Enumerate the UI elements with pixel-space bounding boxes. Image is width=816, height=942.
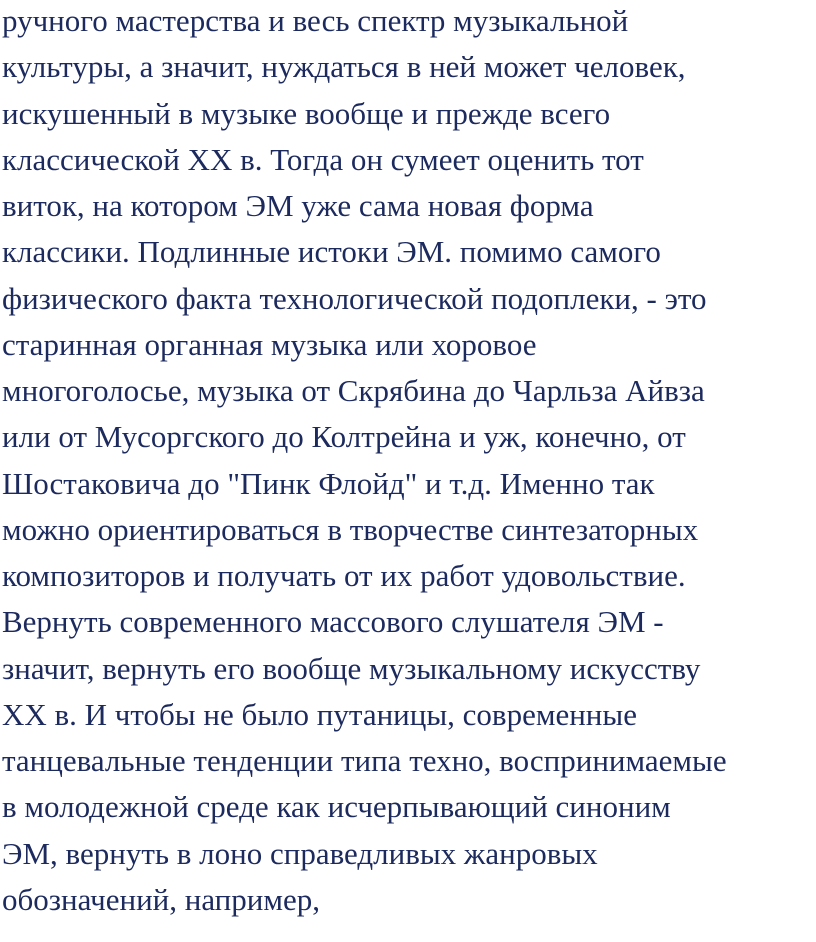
text-line-10: или от Мусоргского до Колтрейна и уж, конечно, от (2, 419, 686, 454)
text-line-8: старинная органная музыка или хоровое (2, 327, 537, 362)
text-line-9: многоголосье, музыка от Скрябина до Чарльза Айвза (2, 373, 705, 408)
text-line-1: ручного мастерства и весь спектр музыкальной (2, 3, 629, 38)
text-line-11: Шостаковича до "Пинк Флойд" и т.д. Именно так (2, 466, 655, 501)
text-line-4: классической XX в. Тогда он сумеет оценить тот (2, 142, 644, 177)
text-line-17: танцевальные тенденции типа техно, воспринимаемые (2, 743, 727, 778)
text-line-3: искушенный в музыке вообще и прежде всего (2, 96, 611, 131)
text-line-18: в молодежной среде как исчерпывающий синоним (2, 789, 671, 824)
text-line-2: культуры, а значит, нуждаться в ней может человек, (2, 49, 686, 84)
text-line-7: физического факта технологической подоплеки, - это (2, 281, 707, 316)
text-line-14: Вернуть современного массового слушателя ЭМ - (2, 604, 664, 639)
text-line-16: XX в. И чтобы не было путаницы, современные (2, 697, 637, 732)
text-line-6: классики. Подлинные истоки ЭМ. помимо самого (2, 234, 661, 269)
text-line-5: виток, на котором ЭМ уже сама новая форма (2, 188, 594, 223)
text-line-20: обозначений, например, (2, 882, 320, 917)
text-line-19: ЭМ, вернуть в лоно справедливых жанровых (2, 836, 598, 871)
text-line-13: композиторов и получать от их работ удовольствие. (2, 558, 686, 593)
text-line-15: значит, вернуть его вообще музыкальному искусству (2, 651, 701, 686)
text-line-12: можно ориентироваться в творчестве синтезаторных (2, 512, 699, 547)
